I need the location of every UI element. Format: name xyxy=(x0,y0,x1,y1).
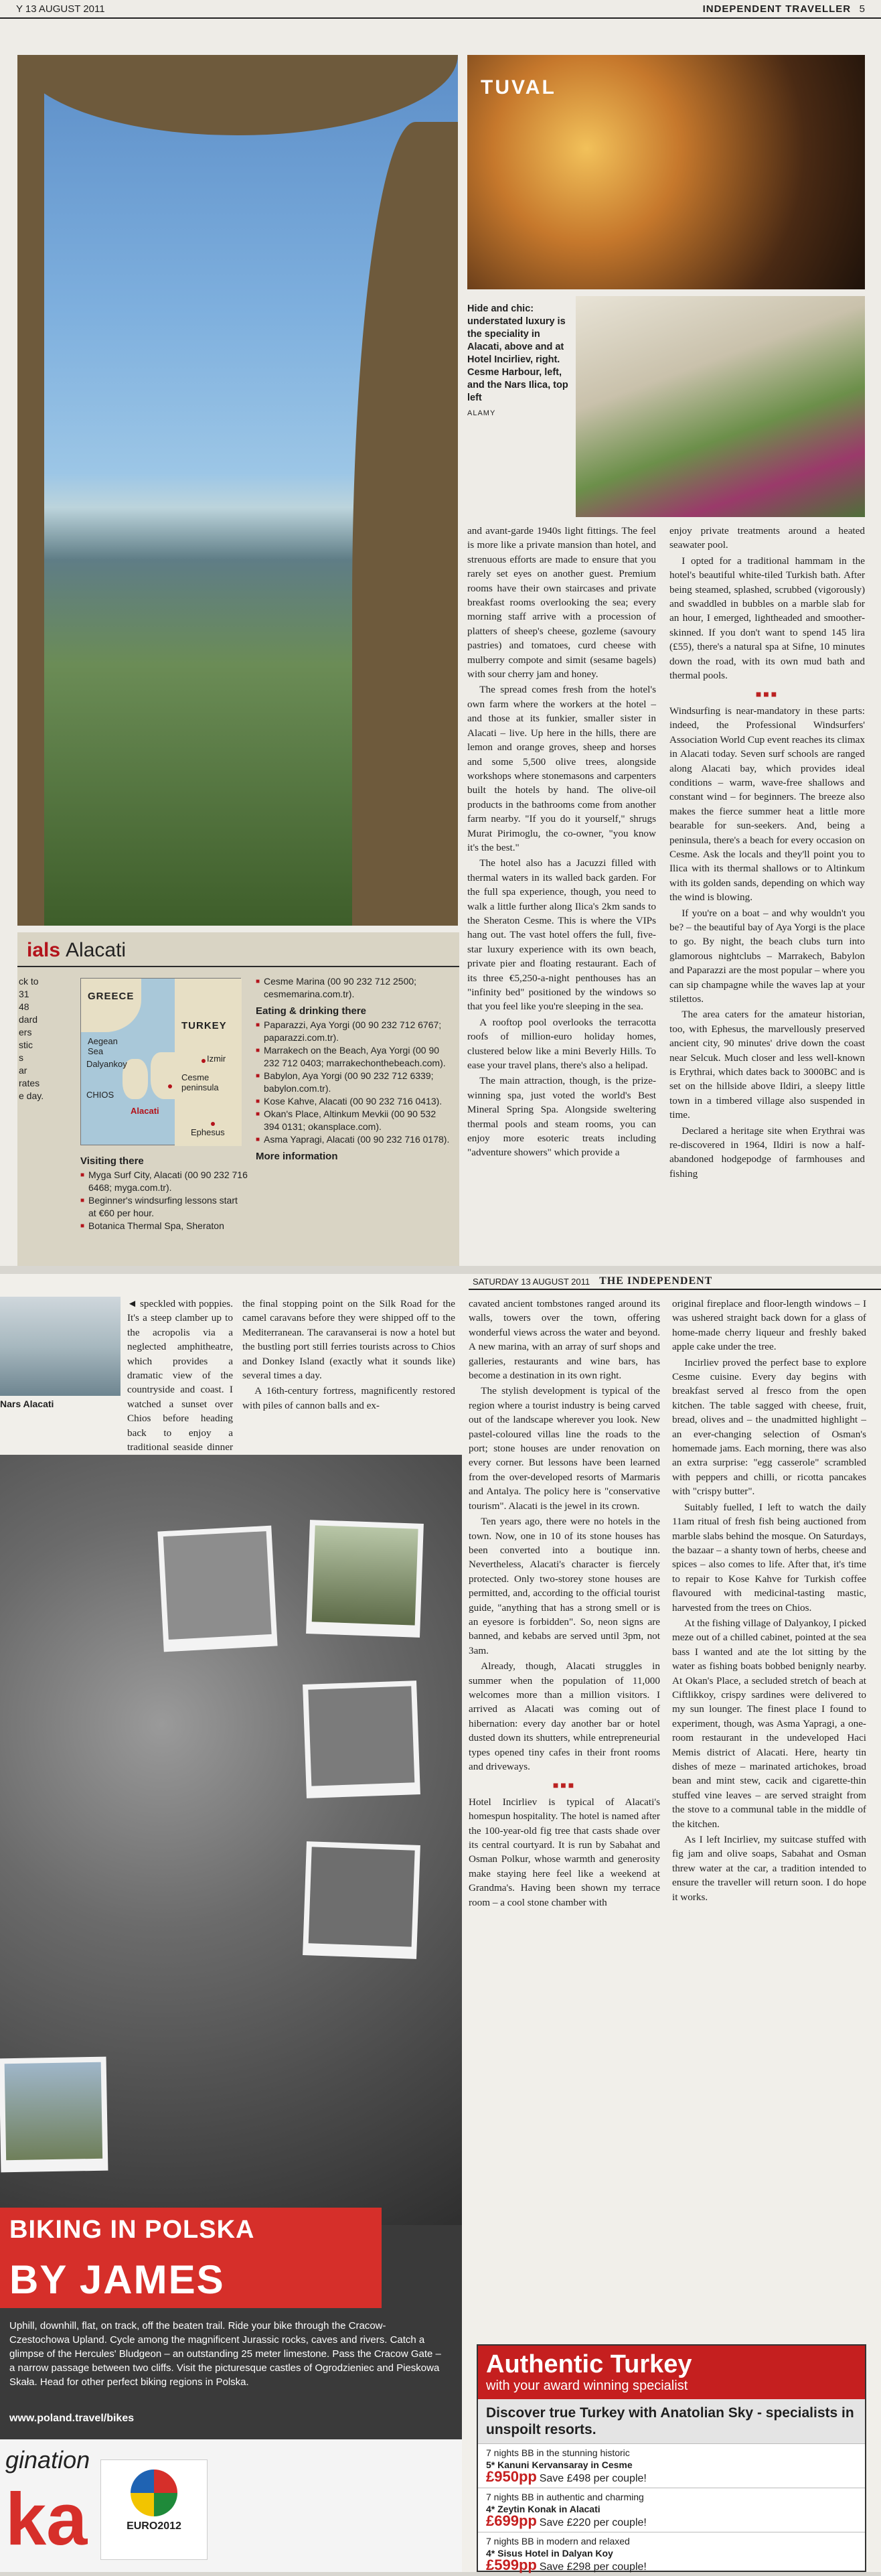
map-dot-izmir xyxy=(202,1059,206,1063)
masthead: THE INDEPENDENT xyxy=(599,1275,713,1287)
paragraph: If you're on a boat – and why wouldn't you be? – the beautiful bay of Aya Yorgi is the place to go. By night, the beach clubs turn into glamorous nightclubs – Marrakech, Babylon and Paparazzi are the most popular – where you can sip champagne while the waves lap at your stilettos. xyxy=(669,907,865,1005)
offer-price: £699pp xyxy=(486,2512,537,2529)
offer-price: £599pp xyxy=(486,2557,537,2573)
offer-row: 7 nights BB in authentic and charming 4* Zeytin Konak in Alacati £699pp Save £220 per couple! xyxy=(478,2488,865,2532)
essentials-title: ials Alacati xyxy=(27,939,127,961)
ad-footer xyxy=(0,2439,462,2572)
paragraph: original fireplace and floor-length windows – I was ushered straight back down for a glass of home-made cherry liqueur and freshly baked apple cake under the tree. xyxy=(672,1298,866,1353)
newspaper-page-bottom xyxy=(0,1274,881,2572)
article-bottom-column-3 xyxy=(469,1297,660,2339)
paragraph: Suitably fuelled, I left to watch the daily 11am ritual of fresh fish being auctioned from marble slabs behind the mosque. On Saturdays, the bazaar – a shanty town of herbs, cheese and spices – also comes to life. After that, it's time to repair to Kose Kahve for Turkish coffee flavoured with medicinal-tasting mastic, harvested from the trees on Chios. xyxy=(672,1501,866,1614)
map-label-turkey: TURKEY xyxy=(181,1020,227,1031)
euro2012-logo xyxy=(100,2459,208,2560)
cesme-harbour-photo xyxy=(17,55,458,926)
map-label-cesme: Cesme peninsula xyxy=(181,1072,219,1092)
essentials-item: ■ Cesme Marina (00 90 232 712 2500; cesmemarina.com.tr). xyxy=(256,975,454,1001)
paragraph: cavated ancient tombstones ranged around its walls, towers over the town, offering wonderful views across the water and beyond. A new marina, with an array of surf shops and galleries, restaurants and wine bars, has become a destination in its own right. xyxy=(469,1298,660,1382)
ad-footer-word-2: ka xyxy=(5,2478,88,2561)
polaroid-path xyxy=(306,1520,424,1638)
tuval-restaurant-photo xyxy=(467,55,865,289)
castle-arch-left xyxy=(17,55,44,926)
ad-title-line-2: BY JAMES xyxy=(0,2252,382,2308)
eating-heading: Eating & drinking there xyxy=(256,1005,367,1017)
ad-body-text: Uphill, downhill, flat, on track, off the beaten trail. Ride your bike through the Cracow-Czestochowa Upland. Cycle among the magnificent Jurassic rocks, caves and rivers. Catch a glimpse of the Hercules' Bludgeon – an outstanding 25 meter limestone. Pass the Cracow Gate – a narrow passage between two cliffs. Visit the picturesque castles of Ogrodzieniec and Pieskowa Skała. Head for other perfect biking regions in Polska. xyxy=(9,2320,441,2388)
offer-row: 7 nights BB in the stunning historic 5* Kanuni Kervansaray in Cesme £950pp Save £498 per couple! xyxy=(478,2443,865,2488)
polaroid-ermine xyxy=(157,1526,277,1652)
euro2012-label: EURO2012 xyxy=(127,2520,181,2532)
region-map xyxy=(80,978,241,1145)
eating-item: ■ Asma Yapragi, Alacati (00 90 232 716 0178). xyxy=(256,1133,454,1146)
biking-in-polska-advert xyxy=(0,1455,462,2572)
polaroid-cyclists xyxy=(303,1680,420,1798)
paragraph: Incirliev proved the perfect base to explore Cesme cuisine. Every day begins with breakfast served al fresco from the open kitchen. The table sagged with cheese, fruit, bread, olives and – the unadmitted highlight – an ever-changing selection of Osman's homemade jams. Each morning, there was also an extra surprise: "egg casserole" scrambled with peppers and chilli, or ricotta pancakes with "crispy butter". xyxy=(672,1356,866,1498)
folio-bar-bottom xyxy=(469,1274,881,1290)
visiting-heading: Visiting there xyxy=(80,1155,144,1167)
paragraph: The main attraction, though, is the prize-winning spa, just voted the world's Best Mineral Spring Spa. Alongside sweltering thermal pools and steam rooms, you can enjoy more esoteric treats including "adventure showers" which provide a xyxy=(467,1075,656,1159)
folio-bar xyxy=(0,0,881,19)
castle-arch-right xyxy=(352,122,458,926)
paragraph: I opted for a traditional hammam in the hotel's beautiful white-tiled Turkish bath. After being steamed, splashed, scrubbed (vigorously) and swaddled in bubbles on a marble slab for an hour, I emerged, lightheaded and smoother-skinned. If you don't want to spend 145 lira (£55), there's a natural spa at Sifne, 10 minutes down the road, with its own mud bath and thermal pools. xyxy=(669,555,865,682)
hotel-incirliev-photo xyxy=(576,296,865,517)
page-number: 5 xyxy=(859,3,865,15)
paragraph: Windsurfing is near-mandatory in these parts: indeed, the Professional Windsurfers' Association World Cup event reaches its climax in Alacati today. Seven surf schools are ranged along Alacati bay, which provides ideal conditions – warm, wave-free shallows and constant wind – for beginners. The breeze also makes the fierce summer heat a little more bearable for sun-seekers. And, being a peninsula, there's a beach for every occasion on Cesme. Ask the locals and they'll point you to Ilica with its thermal shallows or to Altinkum with its golden sands, depending on which way the wind is blowing. xyxy=(669,705,865,904)
section-break-squares: ■■■ xyxy=(755,690,779,701)
essentials-visiting xyxy=(80,1151,248,1265)
anatolian-title: Authentic Turkey xyxy=(486,2350,692,2378)
article-bottom-column-4 xyxy=(672,1297,866,2339)
eating-item: ■ Okan's Place, Altinkum Mevkii (00 90 532 394 0131; okansplace.com). xyxy=(256,1108,454,1133)
map-label-chios: CHIOS xyxy=(86,1090,114,1100)
paragraph: The area caters for the amateur historian, too, with Ephesus, the marvellously preserved ancient city, 90 minutes' drive down the coast near Selcuk. Much closer and less well-known is Erythrai, which dates back to 3000BC and is set on the hillside above Ildiri, a sleepy little town in a timbered village also suspended in time. xyxy=(669,1009,865,1121)
paragraph: The stylish development is typical of the region where a tourist industry is being carved out of the landscape wherever you look. New pastel-coloured villas line the roads to the port; stone houses are under renovation on every corner. But lessons have been learned from the over-developed resorts of Marmaris and Antalya. The policy here is "conservative tourism". Alacati is the jewel in its crown. xyxy=(469,1385,660,1512)
offer-saving: Save £498 per couple! xyxy=(539,2473,647,2484)
euro2012-ball-icon xyxy=(131,2470,177,2516)
paragraph: and avant-garde 1940s light fittings. The feel is more like a private mansion than hotel, and strenuous efforts are made to ensure that you rarely set eyes on another guest. Premium rooms have their own staircases and private breakfast rooms overlooking the sea; every morning staff arrive with a procession of platters of sheep's cheese, gozleme (savoury pastries) and tomatoes, curd cheese with mulberry compote and simit (sesame bagels) with sour cherry jam and honey. xyxy=(467,525,656,681)
paragraph: Declared a heritage site when Erythrai was re-discovered in 1964, Ildiri is now a half-abandoned hodgepodge of farmhouses and fishing xyxy=(669,1125,865,1179)
offer-price: £950pp xyxy=(486,2468,537,2485)
essentials-header xyxy=(17,939,459,967)
map-label-izmir: Izmir xyxy=(207,1054,226,1064)
paragraph: A 16th-century fortress, magnificently restored with piles of cannon balls and ex- xyxy=(242,1385,455,1411)
article-column-2 xyxy=(669,524,865,1261)
nars-caption: Nars Alacati xyxy=(0,1399,54,1409)
essentials-panel xyxy=(17,932,459,1266)
paragraph: the final stopping point on the Silk Road for the camel caravans before they were shipped off to the Mediterranean. The caravanserai is now a hotel but the bustling port still ferries tourists across to Chios and Donkey Island (exactly what it sounds like) several times a day. xyxy=(242,1298,455,1382)
offer-saving: Save £220 per couple! xyxy=(539,2517,647,2528)
map-label-dalyankoy: Dalyankoy xyxy=(86,1059,127,1069)
eating-item: ■ Babylon, Aya Yorgi (00 90 232 712 6339; babylon.com.tr). xyxy=(256,1070,454,1095)
paragraph: As I left Incirliev, my suitcase stuffed with fig jam and olive soaps, Sabahat and Osman threw water at the car, a tradition intended to ensure the traveller will return soon. I do hope it works. xyxy=(672,1834,866,1903)
more-info-heading: More information xyxy=(256,1151,338,1162)
paragraph: The hotel also has a Jacuzzi filled with thermal waters in its walled back garden. For the full spa experience, though, you need to walk a little further along Ilica's 2km sands to the Sheraton Cesme. This is where the VIPs hang out. The vast hotel offers the full, five-star luxury experience with its own beach, private pier and floating restaurant. Each of its three €5,250-a-night penthouses has an "infinity bed" positioned by the windows so that you feel like you're sleeping in the sea. xyxy=(467,857,656,1013)
folio-date-bottom: SATURDAY 13 AUGUST 2011 xyxy=(473,1276,590,1287)
tuval-sign: TUVAL xyxy=(481,76,556,98)
anatolian-subhead: Discover true Turkey with Anatolian Sky - specialists in unspoilt resorts. xyxy=(478,2399,865,2443)
article-bottom-column-1 xyxy=(127,1297,233,1451)
map-label-ephesus: Ephesus xyxy=(191,1127,225,1137)
castle-arch-top xyxy=(17,55,458,135)
essentials-place: Alacati xyxy=(66,939,127,961)
eating-item: ■ Paparazzi, Aya Yorgi (00 90 232 712 6767; paparazzi.com.tr). xyxy=(256,1019,454,1044)
paragraph: ◄ speckled with poppies. It's a steep clamber up to the acropolis via a neglected amphitheatre, which provides a dramatic view of the countryside and coast. I watched a sunset over Chios before heading back to enjoy a traditional seaside dinner xyxy=(127,1298,233,1453)
nars-alacati-photo xyxy=(0,1297,121,1396)
offer-row: 7 nights BB in modern and relaxed 4* Sisus Hotel in Dalyan Koy £599pp Save £298 per couple! xyxy=(478,2532,865,2576)
paragraph: The spread comes fresh from the hotel's own farm where the workers at the hotel – and those at its funkier, smaller sister in Alacati – live. Up here in the hills, there are lemon and orange groves, sheep and horses and some 5,500 olive trees, alongside workshops where stonemasons and carpenters built the hotels by hand. The olive-oil products in the bathrooms come from another farm nearby. "If you do it yourself," shrugs Murat Pirimoglu, the co-owner, "you know it's the best." xyxy=(467,684,656,853)
visiting-item: ■ Beginner's windsurfing lessons start at €60 per hour. xyxy=(80,1194,248,1220)
paragraph: enjoy private treatments around a heated seawater pool. xyxy=(669,525,865,551)
paragraph: A rooftop pool overlooks the terracotta roofs of million-euro holiday homes, clustered below like a mini Beverly Hills. To ease your travel plans, there's also a helipad. xyxy=(467,1016,656,1072)
main-photo-caption xyxy=(467,303,569,420)
anatolian-sky-advert xyxy=(477,2344,866,2572)
photo-credit: ALAMY xyxy=(467,409,496,417)
map-label-greece: GREECE xyxy=(88,991,135,1002)
folio-date: Y 13 AUGUST 2011 xyxy=(16,3,105,15)
paragraph: Hotel Incirliev is typical of Alacati's homespun hospitality. The hotel is named after the 100-year-old fig tree that casts shade over its central courtyard. It is run by Sabahat and Osman Polkur, whose warmth and generosity make staying here feel like a weekend at Grandma's. Having been shown my terrace room – a cool stone chamber with xyxy=(469,1796,660,1908)
map-dot-ephesus xyxy=(211,1122,215,1126)
paragraph: Ten years ago, there were no hotels in the town. Now, one in 10 of its stone houses has been converted into a boutique inn. Nevertheless, Alacati's character is fiercely protected. Only two-storey stone houses are permitted, and, according to the official tourist guide, "anything that has a strong smell or is an eyesore is forbidden". So, neon signs are banned, and kebabs are served until 3pm, not 3am. xyxy=(469,1516,660,1656)
ad-url-link[interactable]: www.poland.travel/bikes xyxy=(9,2413,135,2424)
eating-item: ■ Kose Kahve, Alacati (00 90 232 716 0413). xyxy=(256,1095,454,1108)
section-break-squares: ■■■ xyxy=(552,1781,576,1792)
essentials-cut-column: ck to 31 48 dard ers stic s ar rates e day. xyxy=(19,976,44,1101)
paragraph: Already, though, Alacati struggles in summer when the population of 11,000 welcomes more than a million visitors. I arrived as Alacati was coming out of hibernation: every day another bar or hotel dusted down its shutters, while entrepreneurial types opened tiny cafes in their front rooms and driveways. xyxy=(469,1660,660,1772)
offer-saving: Save £298 per couple! xyxy=(539,2561,647,2573)
polaroid-riders xyxy=(303,1841,420,1959)
paragraph: At the fishing village of Dalyankoy, I picked meze out of a chilled cabinet, pointed at the sea bass I wanted and ate the lot sitting by the water as fishing boats bobbed benignly nearby. At Okan's Place, a secluded stretch of beach at Ciftlikkoy, crispy sardines were delivered to my sun lounger. The finest place I found to experiment, though, was Asma Yapragi, a one-room restaurant in the undeveloped Haci Memis district of Alacati. Here, hearty tin dishes of meze – marinated artichokes, broad bean and mint stew, cacik and cigarette-thin stuffed vine leaves – are served straight from the stove to a communal table in the middle of the kitchen. xyxy=(672,1617,866,1830)
map-cesme-peninsula xyxy=(151,1052,184,1099)
polaroid-castle xyxy=(0,2057,108,2173)
eating-item: ■ Marrakech on the Beach, Aya Yorgi (00 90 232 712 0403; marrakechonthebeach.com). xyxy=(256,1044,454,1070)
map-label-aegean: Aegean Sea xyxy=(88,1036,118,1056)
newspaper-page-top xyxy=(0,0,881,1266)
ad-footer-word-1: gination xyxy=(5,2446,90,2474)
caption-text: Hide and chic: understated luxury is the speciality in Alacati, above and at Hotel Incirliev, right. Cesme Harbour, left, and the Nars Ilica, top left xyxy=(467,303,568,403)
essentials-right-column xyxy=(256,975,454,1265)
anatolian-tagline: with your award winning specialist xyxy=(486,2378,688,2393)
visiting-item: ■ Botanica Thermal Spa, Sheraton xyxy=(80,1220,248,1232)
article-bottom-column-2 xyxy=(242,1297,455,1451)
map-label-alacati: Alacati xyxy=(131,1106,159,1116)
map-land-greece xyxy=(81,979,141,1032)
visiting-item: ■ Myga Surf City, Alacati (00 90 232 716 6468; myga.com.tr). xyxy=(80,1169,248,1194)
section-name: INDEPENDENT TRAVELLER xyxy=(702,3,852,15)
ad-title-line-1: BIKING IN POLSKA xyxy=(0,2208,382,2252)
anatolian-header xyxy=(478,2346,865,2399)
article-column-1 xyxy=(467,524,656,1261)
map-dot-alacati xyxy=(168,1084,172,1088)
